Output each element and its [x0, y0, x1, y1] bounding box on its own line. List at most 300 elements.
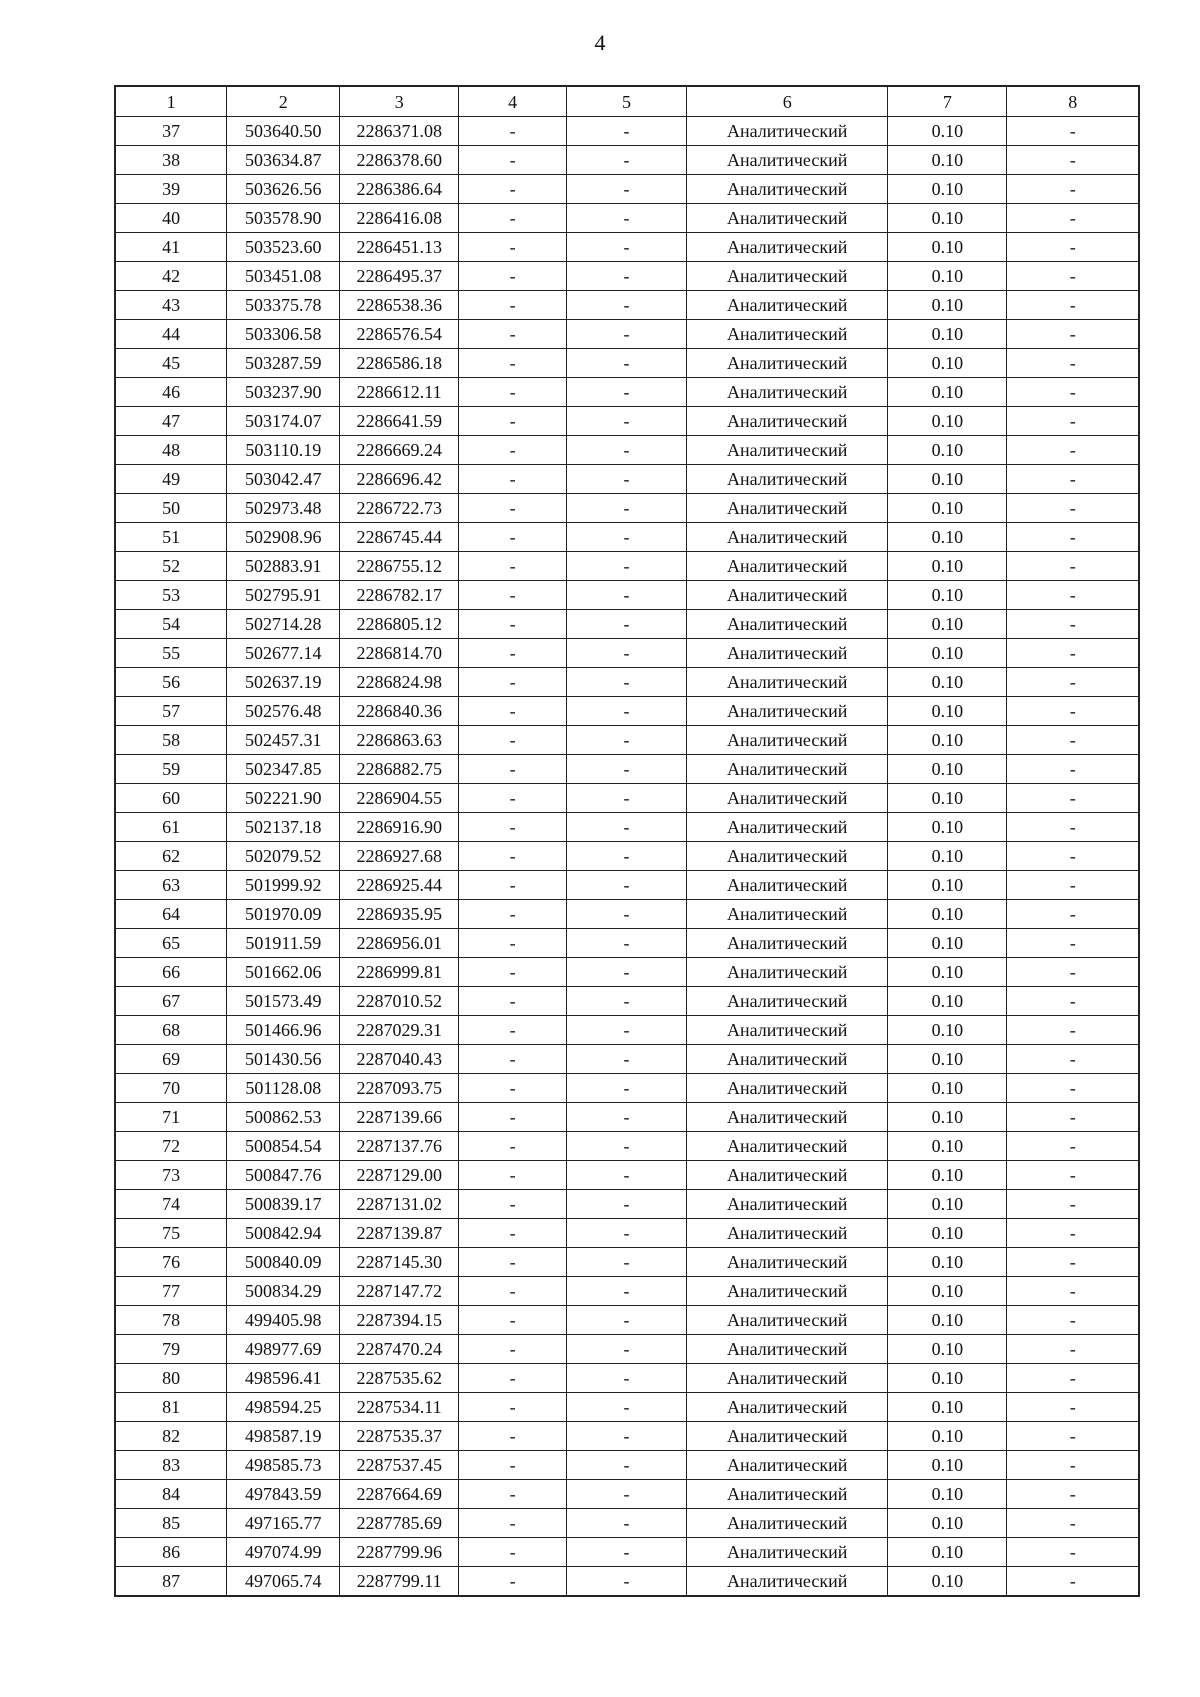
- cell-accuracy: 0.10: [888, 1219, 1007, 1248]
- cell-col5-value: -: [566, 900, 686, 929]
- cell-coord-y: 2286641.59: [340, 407, 459, 436]
- cell-coord-x: 498977.69: [227, 1335, 340, 1364]
- cell-coord-y: 2286586.18: [340, 349, 459, 378]
- cell-coord-x: 503523.60: [227, 233, 340, 262]
- cell-col4-value: -: [459, 1277, 567, 1306]
- table-row: [115, 1422, 1139, 1451]
- cell-accuracy: 0.10: [888, 610, 1007, 639]
- cell-coord-y: 2286612.11: [340, 378, 459, 407]
- cell-col5-value: -: [566, 929, 686, 958]
- table-row: [115, 407, 1139, 436]
- cell-col8-value: -: [1007, 523, 1139, 552]
- cell-col5-value: -: [566, 842, 686, 871]
- cell-col4-value: -: [459, 117, 567, 146]
- cell-col5-value: -: [566, 320, 686, 349]
- cell-coord-x: 503237.90: [227, 378, 340, 407]
- cell-method: Аналитический: [686, 1538, 888, 1567]
- cell-col8-value: -: [1007, 262, 1139, 291]
- cell-col5-value: -: [566, 233, 686, 262]
- table-row: [115, 1335, 1139, 1364]
- cell-coord-y: 2286805.12: [340, 610, 459, 639]
- cell-col8-value: -: [1007, 1045, 1139, 1074]
- cell-col8-value: -: [1007, 987, 1139, 1016]
- cell-accuracy: 0.10: [888, 1393, 1007, 1422]
- cell-col4-value: -: [459, 871, 567, 900]
- cell-point-number: 46: [115, 378, 227, 407]
- cell-point-number: 83: [115, 1451, 227, 1480]
- cell-col5-value: -: [566, 755, 686, 784]
- cell-accuracy: 0.10: [888, 146, 1007, 175]
- table-row: [115, 1451, 1139, 1480]
- cell-col5-value: -: [566, 958, 686, 987]
- table-row: [115, 1161, 1139, 1190]
- cell-point-number: 48: [115, 436, 227, 465]
- cell-col8-value: -: [1007, 1277, 1139, 1306]
- cell-coord-x: 502714.28: [227, 610, 340, 639]
- cell-method: Аналитический: [686, 262, 888, 291]
- cell-col8-value: -: [1007, 1161, 1139, 1190]
- cell-col5-value: -: [566, 204, 686, 233]
- cell-point-number: 75: [115, 1219, 227, 1248]
- cell-coord-y: 2286538.36: [340, 291, 459, 320]
- cell-col8-value: -: [1007, 1219, 1139, 1248]
- table-row: [115, 929, 1139, 958]
- cell-coord-y: 2286371.08: [340, 117, 459, 146]
- cell-col4-value: -: [459, 465, 567, 494]
- cell-accuracy: 0.10: [888, 1045, 1007, 1074]
- cell-col5-value: -: [566, 668, 686, 697]
- cell-coord-y: 2287040.43: [340, 1045, 459, 1074]
- cell-coord-x: 501999.92: [227, 871, 340, 900]
- cell-col5-value: -: [566, 146, 686, 175]
- cell-col5-value: -: [566, 1480, 686, 1509]
- cell-method: Аналитический: [686, 1190, 888, 1219]
- cell-col8-value: -: [1007, 784, 1139, 813]
- cell-col4-value: -: [459, 146, 567, 175]
- cell-accuracy: 0.10: [888, 1538, 1007, 1567]
- cell-method: Аналитический: [686, 1451, 888, 1480]
- cell-point-number: 49: [115, 465, 227, 494]
- cell-coord-y: 2287093.75: [340, 1074, 459, 1103]
- table-row: [115, 262, 1139, 291]
- cell-col8-value: -: [1007, 900, 1139, 929]
- cell-accuracy: 0.10: [888, 378, 1007, 407]
- table-row: [115, 697, 1139, 726]
- cell-col5-value: -: [566, 349, 686, 378]
- table-row: [115, 175, 1139, 204]
- cell-col8-value: -: [1007, 610, 1139, 639]
- cell-point-number: 76: [115, 1248, 227, 1277]
- cell-coord-x: 500842.94: [227, 1219, 340, 1248]
- cell-col8-value: -: [1007, 1538, 1139, 1567]
- cell-accuracy: 0.10: [888, 1016, 1007, 1045]
- cell-col8-value: -: [1007, 407, 1139, 436]
- cell-coord-x: 503634.87: [227, 146, 340, 175]
- cell-coord-x: 497843.59: [227, 1480, 340, 1509]
- cell-col4-value: -: [459, 1538, 567, 1567]
- cell-col8-value: -: [1007, 1364, 1139, 1393]
- cell-col8-value: -: [1007, 639, 1139, 668]
- cell-method: Аналитический: [686, 871, 888, 900]
- cell-accuracy: 0.10: [888, 958, 1007, 987]
- cell-col8-value: -: [1007, 1016, 1139, 1045]
- cell-coord-y: 2286904.55: [340, 784, 459, 813]
- cell-coord-y: 2286925.44: [340, 871, 459, 900]
- cell-method: Аналитический: [686, 581, 888, 610]
- table-row: [115, 465, 1139, 494]
- cell-coord-x: 503626.56: [227, 175, 340, 204]
- cell-method: Аналитический: [686, 1103, 888, 1132]
- cell-col8-value: -: [1007, 1480, 1139, 1509]
- cell-coord-x: 502908.96: [227, 523, 340, 552]
- page-number: 4: [594, 30, 606, 55]
- cell-accuracy: 0.10: [888, 813, 1007, 842]
- cell-coord-y: 2286927.68: [340, 842, 459, 871]
- cell-accuracy: 0.10: [888, 1161, 1007, 1190]
- cell-point-number: 61: [115, 813, 227, 842]
- column-header-5: 5: [566, 86, 686, 117]
- cell-coord-y: 2286722.73: [340, 494, 459, 523]
- cell-col8-value: -: [1007, 1248, 1139, 1277]
- cell-coord-y: 2287147.72: [340, 1277, 459, 1306]
- cell-coord-x: 502637.19: [227, 668, 340, 697]
- cell-method: Аналитический: [686, 755, 888, 784]
- cell-coord-x: 503110.19: [227, 436, 340, 465]
- cell-point-number: 87: [115, 1567, 227, 1597]
- cell-method: Аналитический: [686, 842, 888, 871]
- cell-accuracy: 0.10: [888, 755, 1007, 784]
- cell-point-number: 78: [115, 1306, 227, 1335]
- cell-col8-value: -: [1007, 378, 1139, 407]
- cell-coord-y: 2286755.12: [340, 552, 459, 581]
- table-row: [115, 117, 1139, 146]
- cell-method: Аналитический: [686, 204, 888, 233]
- table-row: [115, 1277, 1139, 1306]
- column-header-1: 1: [115, 86, 227, 117]
- cell-col4-value: -: [459, 958, 567, 987]
- cell-col4-value: -: [459, 1480, 567, 1509]
- cell-point-number: 52: [115, 552, 227, 581]
- cell-col5-value: -: [566, 523, 686, 552]
- cell-coord-x: 500847.76: [227, 1161, 340, 1190]
- cell-coord-x: 497165.77: [227, 1509, 340, 1538]
- cell-col4-value: -: [459, 1422, 567, 1451]
- table-row: [115, 726, 1139, 755]
- cell-accuracy: 0.10: [888, 1567, 1007, 1597]
- cell-point-number: 82: [115, 1422, 227, 1451]
- cell-coord-x: 497065.74: [227, 1567, 340, 1597]
- cell-accuracy: 0.10: [888, 987, 1007, 1016]
- cell-method: Аналитический: [686, 494, 888, 523]
- table-row: [115, 1074, 1139, 1103]
- cell-coord-x: 502795.91: [227, 581, 340, 610]
- table-row: [115, 1248, 1139, 1277]
- cell-coord-y: 2286495.37: [340, 262, 459, 291]
- cell-method: Аналитический: [686, 697, 888, 726]
- cell-method: Аналитический: [686, 436, 888, 465]
- cell-method: Аналитический: [686, 1335, 888, 1364]
- cell-col5-value: -: [566, 407, 686, 436]
- cell-col5-value: -: [566, 262, 686, 291]
- cell-col5-value: -: [566, 1451, 686, 1480]
- table-row: [115, 1045, 1139, 1074]
- cell-coord-y: 2287799.96: [340, 1538, 459, 1567]
- table-row: [115, 871, 1139, 900]
- cell-accuracy: 0.10: [888, 639, 1007, 668]
- cell-coord-x: 503174.07: [227, 407, 340, 436]
- cell-coord-x: 503451.08: [227, 262, 340, 291]
- cell-accuracy: 0.10: [888, 1277, 1007, 1306]
- cell-col5-value: -: [566, 1132, 686, 1161]
- cell-coord-x: 502457.31: [227, 726, 340, 755]
- cell-col5-value: -: [566, 1422, 686, 1451]
- cell-col5-value: -: [566, 1219, 686, 1248]
- cell-col8-value: -: [1007, 233, 1139, 262]
- column-header-7: 7: [888, 86, 1007, 117]
- cell-col4-value: -: [459, 175, 567, 204]
- table-row: [115, 1306, 1139, 1335]
- cell-col8-value: -: [1007, 175, 1139, 204]
- cell-col4-value: -: [459, 436, 567, 465]
- cell-coord-y: 2286882.75: [340, 755, 459, 784]
- cell-col8-value: -: [1007, 1393, 1139, 1422]
- cell-col4-value: -: [459, 639, 567, 668]
- cell-col8-value: -: [1007, 436, 1139, 465]
- cell-col4-value: -: [459, 1248, 567, 1277]
- cell-accuracy: 0.10: [888, 1132, 1007, 1161]
- cell-col5-value: -: [566, 494, 686, 523]
- cell-method: Аналитический: [686, 929, 888, 958]
- cell-coord-y: 2287129.00: [340, 1161, 459, 1190]
- cell-col4-value: -: [459, 1393, 567, 1422]
- cell-coord-x: 500840.09: [227, 1248, 340, 1277]
- cell-method: Аналитический: [686, 1567, 888, 1597]
- cell-col8-value: -: [1007, 494, 1139, 523]
- cell-method: Аналитический: [686, 1219, 888, 1248]
- cell-col5-value: -: [566, 1161, 686, 1190]
- cell-col4-value: -: [459, 813, 567, 842]
- table-row: [115, 1132, 1139, 1161]
- cell-col8-value: -: [1007, 349, 1139, 378]
- cell-point-number: 70: [115, 1074, 227, 1103]
- table-row: [115, 1567, 1139, 1597]
- cell-coord-x: 501573.49: [227, 987, 340, 1016]
- cell-coord-y: 2286745.44: [340, 523, 459, 552]
- cell-point-number: 81: [115, 1393, 227, 1422]
- cell-col4-value: -: [459, 1016, 567, 1045]
- cell-col5-value: -: [566, 1335, 686, 1364]
- table-row: [115, 523, 1139, 552]
- cell-method: Аналитический: [686, 610, 888, 639]
- cell-col5-value: -: [566, 1103, 686, 1132]
- cell-coord-y: 2286576.54: [340, 320, 459, 349]
- cell-coord-x: 503306.58: [227, 320, 340, 349]
- cell-col4-value: -: [459, 523, 567, 552]
- table-row: [115, 1190, 1139, 1219]
- cell-point-number: 38: [115, 146, 227, 175]
- cell-col8-value: -: [1007, 552, 1139, 581]
- cell-col4-value: -: [459, 929, 567, 958]
- cell-point-number: 59: [115, 755, 227, 784]
- cell-method: Аналитический: [686, 1422, 888, 1451]
- cell-coord-y: 2287537.45: [340, 1451, 459, 1480]
- cell-point-number: 64: [115, 900, 227, 929]
- cell-point-number: 80: [115, 1364, 227, 1393]
- table-row: [115, 1480, 1139, 1509]
- table-row: [115, 1219, 1139, 1248]
- cell-col4-value: -: [459, 1509, 567, 1538]
- cell-method: Аналитический: [686, 1480, 888, 1509]
- cell-coord-y: 2287029.31: [340, 1016, 459, 1045]
- table-row: [115, 146, 1139, 175]
- cell-coord-x: 503287.59: [227, 349, 340, 378]
- cell-method: Аналитический: [686, 1364, 888, 1393]
- cell-col8-value: -: [1007, 1132, 1139, 1161]
- cell-col4-value: -: [459, 987, 567, 1016]
- table-row: [115, 668, 1139, 697]
- cell-col4-value: -: [459, 1132, 567, 1161]
- cell-accuracy: 0.10: [888, 175, 1007, 204]
- cell-coord-x: 502576.48: [227, 697, 340, 726]
- cell-method: Аналитический: [686, 639, 888, 668]
- table-row: [115, 320, 1139, 349]
- cell-method: Аналитический: [686, 146, 888, 175]
- cell-accuracy: 0.10: [888, 204, 1007, 233]
- cell-coord-y: 2286935.95: [340, 900, 459, 929]
- cell-col5-value: -: [566, 1393, 686, 1422]
- cell-accuracy: 0.10: [888, 407, 1007, 436]
- table-row: [115, 1103, 1139, 1132]
- cell-col5-value: -: [566, 117, 686, 146]
- cell-coord-y: 2286863.63: [340, 726, 459, 755]
- cell-col8-value: -: [1007, 842, 1139, 871]
- cell-col5-value: -: [566, 1190, 686, 1219]
- cell-coord-x: 502221.90: [227, 784, 340, 813]
- cell-col4-value: -: [459, 784, 567, 813]
- cell-accuracy: 0.10: [888, 900, 1007, 929]
- cell-col8-value: -: [1007, 1509, 1139, 1538]
- cell-coord-y: 2286814.70: [340, 639, 459, 668]
- cell-col8-value: -: [1007, 1422, 1139, 1451]
- cell-coord-y: 2287785.69: [340, 1509, 459, 1538]
- cell-point-number: 43: [115, 291, 227, 320]
- cell-point-number: 67: [115, 987, 227, 1016]
- cell-coord-x: 501128.08: [227, 1074, 340, 1103]
- cell-col4-value: -: [459, 552, 567, 581]
- cell-col8-value: -: [1007, 755, 1139, 784]
- cell-col4-value: -: [459, 320, 567, 349]
- cell-col4-value: -: [459, 233, 567, 262]
- cell-point-number: 44: [115, 320, 227, 349]
- cell-col4-value: -: [459, 204, 567, 233]
- cell-col5-value: -: [566, 378, 686, 407]
- cell-col5-value: -: [566, 1016, 686, 1045]
- cell-accuracy: 0.10: [888, 1248, 1007, 1277]
- cell-method: Аналитический: [686, 1277, 888, 1306]
- cell-point-number: 51: [115, 523, 227, 552]
- cell-coord-x: 500834.29: [227, 1277, 340, 1306]
- cell-point-number: 65: [115, 929, 227, 958]
- cell-method: Аналитический: [686, 378, 888, 407]
- table-body: [115, 117, 1139, 1597]
- cell-coord-x: 498587.19: [227, 1422, 340, 1451]
- cell-coord-x: 500839.17: [227, 1190, 340, 1219]
- cell-point-number: 85: [115, 1509, 227, 1538]
- cell-accuracy: 0.10: [888, 581, 1007, 610]
- cell-col4-value: -: [459, 1190, 567, 1219]
- cell-coord-y: 2287535.62: [340, 1364, 459, 1393]
- cell-col4-value: -: [459, 842, 567, 871]
- cell-coord-y: 2287534.11: [340, 1393, 459, 1422]
- cell-point-number: 39: [115, 175, 227, 204]
- cell-accuracy: 0.10: [888, 1103, 1007, 1132]
- cell-col5-value: -: [566, 1306, 686, 1335]
- cell-accuracy: 0.10: [888, 1335, 1007, 1364]
- cell-col5-value: -: [566, 436, 686, 465]
- cell-method: Аналитический: [686, 320, 888, 349]
- cell-point-number: 66: [115, 958, 227, 987]
- cell-accuracy: 0.10: [888, 668, 1007, 697]
- cell-col5-value: -: [566, 1248, 686, 1277]
- cell-col8-value: -: [1007, 958, 1139, 987]
- column-header-3: 3: [340, 86, 459, 117]
- cell-accuracy: 0.10: [888, 494, 1007, 523]
- cell-coord-y: 2286956.01: [340, 929, 459, 958]
- cell-point-number: 47: [115, 407, 227, 436]
- cell-point-number: 45: [115, 349, 227, 378]
- cell-point-number: 63: [115, 871, 227, 900]
- cell-accuracy: 0.10: [888, 117, 1007, 146]
- cell-method: Аналитический: [686, 523, 888, 552]
- table-row: [115, 987, 1139, 1016]
- cell-method: Аналитический: [686, 1132, 888, 1161]
- cell-coord-x: 502347.85: [227, 755, 340, 784]
- cell-accuracy: 0.10: [888, 291, 1007, 320]
- cell-method: Аналитический: [686, 1161, 888, 1190]
- table-row: [115, 784, 1139, 813]
- cell-point-number: 86: [115, 1538, 227, 1567]
- cell-col5-value: -: [566, 1074, 686, 1103]
- cell-coord-y: 2287139.66: [340, 1103, 459, 1132]
- cell-method: Аналитический: [686, 1074, 888, 1103]
- cell-coord-x: 501911.59: [227, 929, 340, 958]
- cell-col4-value: -: [459, 1364, 567, 1393]
- cell-col5-value: -: [566, 871, 686, 900]
- cell-point-number: 54: [115, 610, 227, 639]
- table-row: [115, 1509, 1139, 1538]
- cell-point-number: 58: [115, 726, 227, 755]
- cell-coord-y: 2287137.76: [340, 1132, 459, 1161]
- cell-accuracy: 0.10: [888, 320, 1007, 349]
- column-header-6: 6: [686, 86, 888, 117]
- coordinates-table: [114, 85, 1140, 1597]
- cell-method: Аналитический: [686, 1509, 888, 1538]
- table-row: [115, 813, 1139, 842]
- cell-method: Аналитический: [686, 1393, 888, 1422]
- cell-coord-y: 2286451.13: [340, 233, 459, 262]
- table-row: [115, 1393, 1139, 1422]
- cell-col8-value: -: [1007, 668, 1139, 697]
- table-row: [115, 581, 1139, 610]
- cell-col5-value: -: [566, 987, 686, 1016]
- cell-method: Аналитический: [686, 291, 888, 320]
- cell-accuracy: 0.10: [888, 262, 1007, 291]
- table-row: [115, 233, 1139, 262]
- cell-coord-y: 2287131.02: [340, 1190, 459, 1219]
- cell-point-number: 71: [115, 1103, 227, 1132]
- cell-coord-x: 501430.56: [227, 1045, 340, 1074]
- cell-point-number: 62: [115, 842, 227, 871]
